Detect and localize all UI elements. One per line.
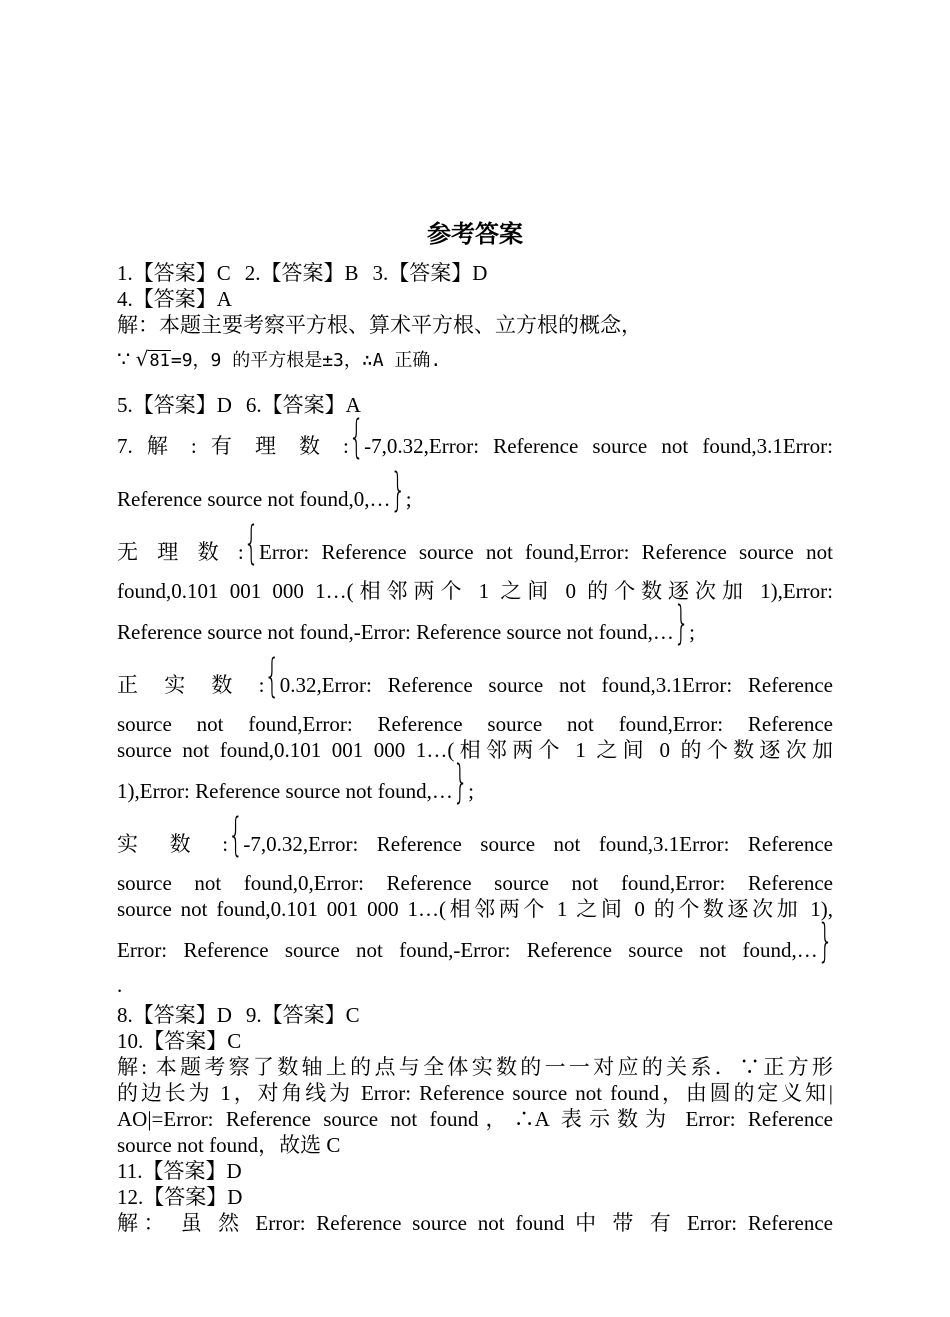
answer-4: 4.【答案】A <box>117 287 232 311</box>
right-brace-icon: } <box>452 755 469 809</box>
solution-4-conclusion: =9，9 的平方根是±3，∴A 正确. <box>170 350 442 371</box>
q7-irrational-label: 无 理 数 : <box>117 540 244 564</box>
q7-end-period: . <box>117 973 123 997</box>
q7-positive-real-line-2: source not found,Error: Reference source not found,Error: Reference <box>117 712 833 736</box>
answer-8: 8.【答案】D <box>117 1003 232 1027</box>
answer-9: 9.【答案】C <box>245 1003 360 1027</box>
q7-rational-line-1: 7. 解 : 有 理 数 :{-7,0.32,Error: Reference source not found,3.1Error: <box>117 410 833 464</box>
answer-6: 6.【答案】A <box>245 393 361 417</box>
answer-3: 3.【答案】D <box>372 261 488 285</box>
solution-12-line-1: 解： 虽 然 Error: Reference source not found 中 带 有 Error: Reference <box>117 1211 833 1235</box>
answer-5: 5.【答案】D <box>117 393 232 417</box>
q7-real-line-4: Error: Reference source not found,-Error: Reference source not found,…} <box>117 914 833 968</box>
left-brace-icon: { <box>348 410 365 464</box>
answer-line-8-9 <box>117 1002 833 1028</box>
right-brace-icon: } <box>817 914 833 968</box>
answer-12: 12.【答案】D <box>117 1185 243 1209</box>
left-brace-icon: { <box>264 649 280 703</box>
q7-rational-line-2: Reference source not found,0,…}; <box>117 463 412 517</box>
q7-positive-real-line-4: 1),Error: Reference source not found,…}; <box>117 755 474 809</box>
q7-real-line-2: source not found,0,Error: Reference source not found,Error: Reference <box>117 871 833 895</box>
q7-irrational-line-2: found,0.101 001 000 1…(相邻两个 1 之间 0 的个数逐次加 1),Error: <box>117 579 833 603</box>
q7-positive-real-label: 正 实 数 : <box>117 673 265 697</box>
q7-irrational-line-1: 无 理 数 :{Error: Reference source not found,Error: Reference source not <box>117 516 833 570</box>
answer-line-1-3 <box>117 260 833 286</box>
q7-irrational-line-3: Reference source not found,-Error: Reference source not found,…}; <box>117 596 695 650</box>
q7-rational-label: 7. 解 : 有 理 数 : <box>117 434 349 458</box>
answer-10: 10.【答案】C <box>117 1029 242 1053</box>
q7-positive-real-line-3: source not found,0.101 001 000 1…(相邻两个 1 之间 0 的个数逐次加 <box>117 738 833 762</box>
q7-real-line-3: source not found,0.101 001 000 1…(相邻两个 1 之间 0 的个数逐次加 1), <box>117 897 833 921</box>
solution-10-line-3: AO|=Error: Reference source not found，∴A 表示数为 Error: Reference <box>117 1107 833 1131</box>
q7-real-line-1: 实 数 :{-7,0.32,Error: Reference source not found,3.1Error: Reference <box>117 808 833 862</box>
solution-10-line-2: 的边长为 1，对角线为 Error: Reference source not found，由圆的定义知| <box>117 1081 833 1105</box>
left-brace-icon: { <box>228 808 244 862</box>
page-title: 参考答案 <box>427 220 523 248</box>
radicand: 81 <box>149 351 170 371</box>
square-root-expression: √81 <box>135 347 170 371</box>
answer-line-5-6 <box>117 392 833 418</box>
answer-1: 1.【答案】C <box>117 261 231 285</box>
answer-11: 11.【答案】D <box>117 1159 242 1183</box>
q7-positive-real-line-1: 正 实 数 :{0.32,Error: Reference source not found,3.1Error: Reference <box>117 649 833 703</box>
solution-10-line-4: source not found，故选 C <box>117 1133 341 1157</box>
right-brace-icon: } <box>390 463 406 517</box>
solution-4-line-2 <box>117 346 833 374</box>
answer-2: 2.【答案】B <box>244 261 359 285</box>
right-brace-icon: } <box>673 596 690 650</box>
solution-4-line-1: 解：本题主要考察平方根、算术平方根、立方根的概念， <box>117 313 642 337</box>
because-symbol: ∵ <box>117 347 131 371</box>
left-brace-icon: { <box>243 516 260 570</box>
solution-10-line-1: 解: 本题考察了数轴上的点与全体实数的一一对应的关系．∵正方形 <box>117 1055 833 1079</box>
q7-real-label: 实 数 : <box>117 832 229 856</box>
